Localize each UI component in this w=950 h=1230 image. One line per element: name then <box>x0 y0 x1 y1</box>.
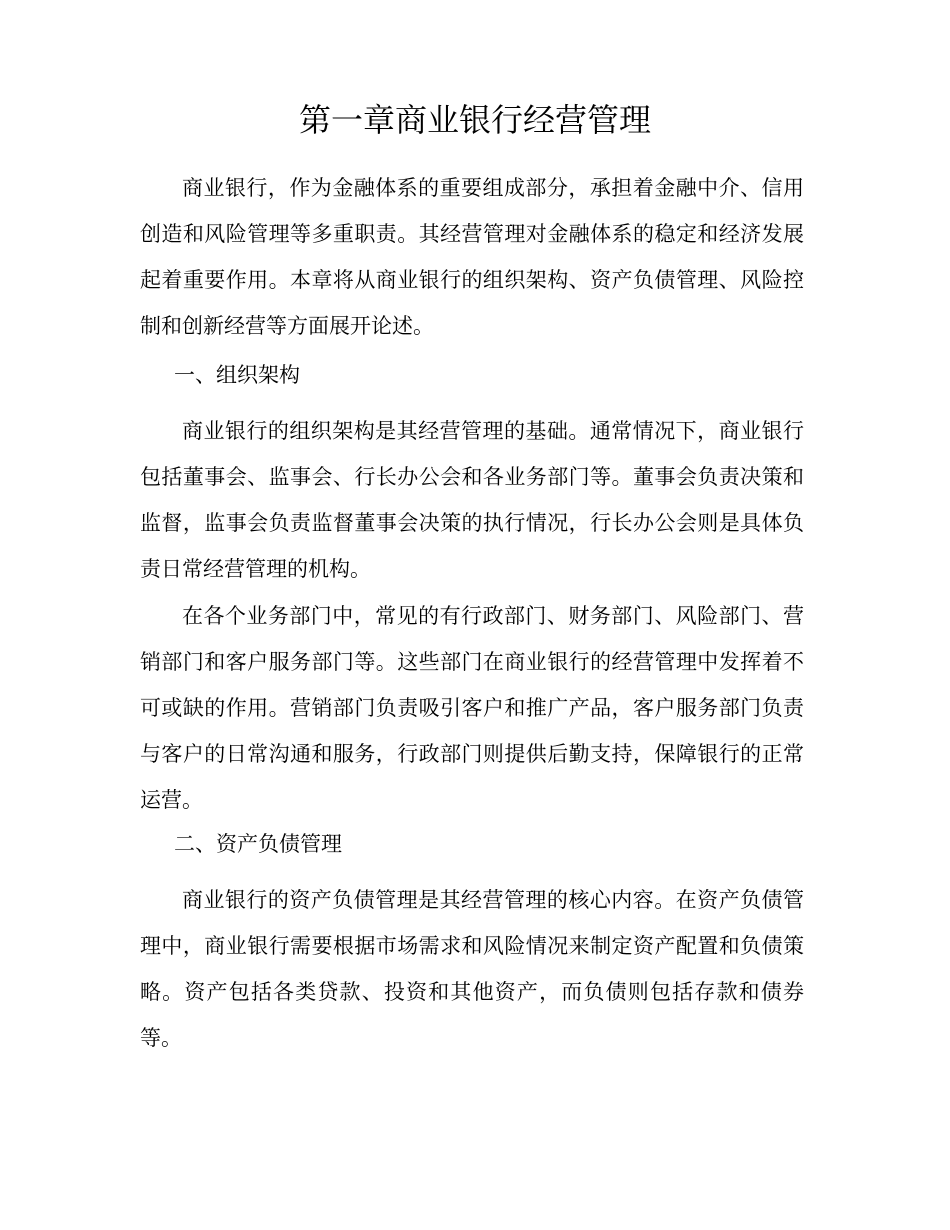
page-title: 第一章商业银行经营管理 <box>298 101 651 139</box>
section-heading-organization: 一、组织架构 <box>174 363 300 387</box>
paragraph-organization-2: 在各个业务部门中，常见的有行政部门、财务部门、风险部门、营销部门和客户服务部门等。这些部门在商业银行的经营管理中发挥着不可或缺的作用。营销部门负责吸引客户和推广产品，客户服务部门负责与客户的日常沟通和服务，行政部门则提供后勤支持，保障银行的正常运营。 <box>140 604 804 812</box>
intro-paragraph: 商业银行，作为金融体系的重要组成部分，承担着金融中介、信用创造和风险管理等多重职责。其经营管理对金融体系的稳定和经济发展起着重要作用。本章将从商业银行的组织架构、资产负债管理、风险控制和创新经营等方面展开论述。 <box>140 176 804 338</box>
paragraph-organization-1: 商业银行的组织架构是其经营管理的基础。通常情况下，商业银行包括董事会、监事会、行长办公会和各业务部门等。董事会负责决策和监督，监事会负责监督董事会决策的执行情况，行长办公会则是具体负责日常经营管理的机构。 <box>140 419 804 581</box>
paragraph-asset-liability-1: 商业银行的资产负债管理是其经营管理的核心内容。在资产负债管理中，商业银行需要根据市场需求和风险情况来制定资产配置和负债策略。资产包括各类贷款、投资和其他资产，而负债则包括存款和债券等。 <box>140 888 804 1050</box>
section-heading-asset-liability: 二、资产负债管理 <box>174 832 342 856</box>
